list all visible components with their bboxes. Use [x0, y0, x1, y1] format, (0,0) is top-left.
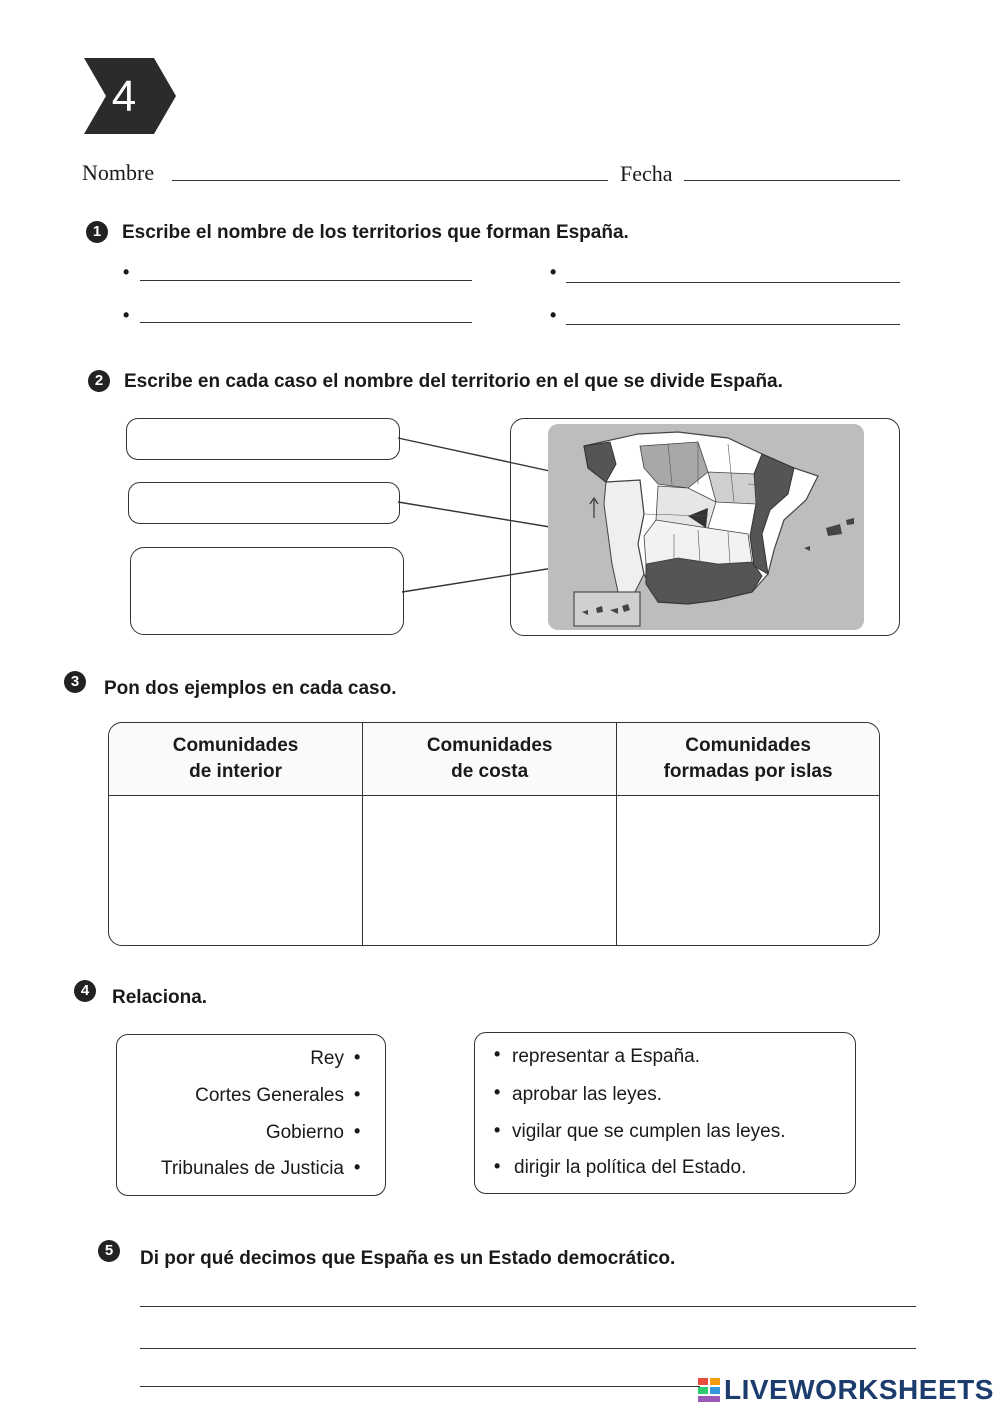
- q1-answer-4[interactable]: [566, 324, 900, 325]
- q3-column-header: Comunidades formadas por islas: [617, 723, 879, 796]
- q4-right-dot[interactable]: •: [494, 1044, 501, 1064]
- q1-number: 1: [86, 221, 108, 243]
- q4-left-dot[interactable]: •: [354, 1157, 361, 1177]
- q4-left-item: Tribunales de Justicia: [160, 1158, 344, 1179]
- name-label: Nombre: [82, 160, 155, 185]
- watermark: LIVEWORKSHEETS: [724, 1374, 994, 1405]
- q3-column-header: Comunidades de costa: [363, 723, 617, 796]
- q1-answer-2[interactable]: [566, 282, 900, 283]
- name-field[interactable]: [172, 180, 608, 181]
- q1-answer-3[interactable]: [140, 322, 472, 323]
- bullet: •: [123, 305, 130, 325]
- q4-right-dot[interactable]: •: [494, 1082, 501, 1102]
- bullet: •: [550, 262, 557, 282]
- q3-answer-cell-islas[interactable]: [617, 796, 879, 945]
- q2-number: 2: [88, 370, 110, 392]
- q1-answer-1[interactable]: [140, 280, 472, 281]
- q4-right-item: aprobar las leyes.: [512, 1084, 662, 1105]
- q2-text: Escribe en cada caso el nombre del territorio en el que se divide España.: [124, 371, 783, 392]
- q3-number: 3: [64, 671, 86, 693]
- q3-table: [108, 722, 880, 946]
- q2-answer-box-2[interactable]: [128, 482, 400, 524]
- q5-answer-line-1[interactable]: [140, 1306, 916, 1307]
- q1-text: Escribe el nombre de los territorios que forman España.: [122, 222, 629, 243]
- q4-left-item: Cortes Generales: [195, 1085, 344, 1106]
- liveworksheets-logo-icon: [698, 1378, 720, 1402]
- bullet: •: [123, 262, 130, 282]
- q5-answer-line-3[interactable]: [140, 1386, 700, 1387]
- q4-number: 4: [74, 980, 96, 1002]
- q2-answer-box-1[interactable]: [126, 418, 400, 460]
- q5-number: 5: [98, 1240, 120, 1262]
- q4-left-dot[interactable]: •: [354, 1084, 361, 1104]
- date-field[interactable]: [684, 180, 900, 181]
- q4-right-item: dirigir la política del Estado.: [514, 1157, 747, 1178]
- q3-answer-cell-interior[interactable]: [109, 796, 363, 945]
- q4-left-item: Rey: [310, 1048, 344, 1069]
- q3-text: Pon dos ejemplos en cada caso.: [104, 678, 397, 699]
- q4-left-dot[interactable]: •: [354, 1121, 361, 1141]
- q4-right-item: representar a España.: [512, 1046, 701, 1067]
- q4-left-dot[interactable]: •: [354, 1047, 361, 1067]
- q4-right-dot[interactable]: •: [494, 1120, 501, 1140]
- q2-answer-box-3[interactable]: [130, 547, 404, 635]
- q5-text: Di por qué decimos que España es un Estado democrático.: [140, 1248, 676, 1269]
- q4-right-dot[interactable]: •: [494, 1156, 501, 1176]
- spain-map: [548, 424, 864, 630]
- q4-text: Relaciona.: [112, 987, 208, 1008]
- bullet: •: [550, 305, 557, 325]
- q5-answer-line-2[interactable]: [140, 1348, 916, 1349]
- q3-column-header: Comunidades de interior: [109, 723, 363, 796]
- q3-answer-cell-costa[interactable]: [363, 796, 617, 945]
- q4-left-item: Gobierno: [265, 1122, 344, 1143]
- date-label: Fecha: [620, 161, 673, 186]
- unit-number: 4: [111, 72, 137, 121]
- q4-right-item: vigilar que se cumplen las leyes.: [512, 1121, 786, 1142]
